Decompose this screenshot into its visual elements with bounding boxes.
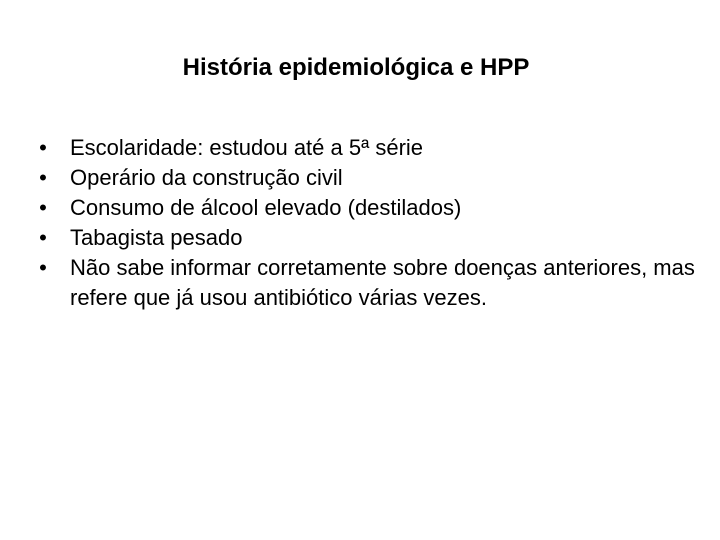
- slide-title: História epidemiológica e HPP: [182, 54, 530, 81]
- bullet-item-education: [36, 133, 696, 163]
- bullet-text: Consumo de álcool elevado (destilados): [70, 195, 462, 220]
- bullet-text: Não sabe informar corretamente sobre doenças anteriores, mas refere que já usou antibiótico várias vezes.: [70, 255, 695, 310]
- bullet-icon: •: [39, 255, 47, 280]
- bullet-icon: •: [39, 165, 47, 190]
- bullet-text: Tabagista pesado: [70, 225, 243, 250]
- bullet-text: Operário da construção civil: [70, 165, 343, 190]
- bullet-icon: •: [39, 195, 47, 220]
- bullet-item-previous-illness: [36, 253, 696, 313]
- bullet-icon: •: [39, 135, 47, 160]
- bullet-list: [36, 133, 696, 313]
- bullet-item-occupation: [36, 163, 696, 193]
- bullet-icon: •: [39, 225, 47, 250]
- bullet-text: Escolaridade: estudou até a 5ª série: [70, 135, 424, 160]
- bullet-item-smoking: [36, 223, 696, 253]
- bullet-item-alcohol: [36, 193, 696, 223]
